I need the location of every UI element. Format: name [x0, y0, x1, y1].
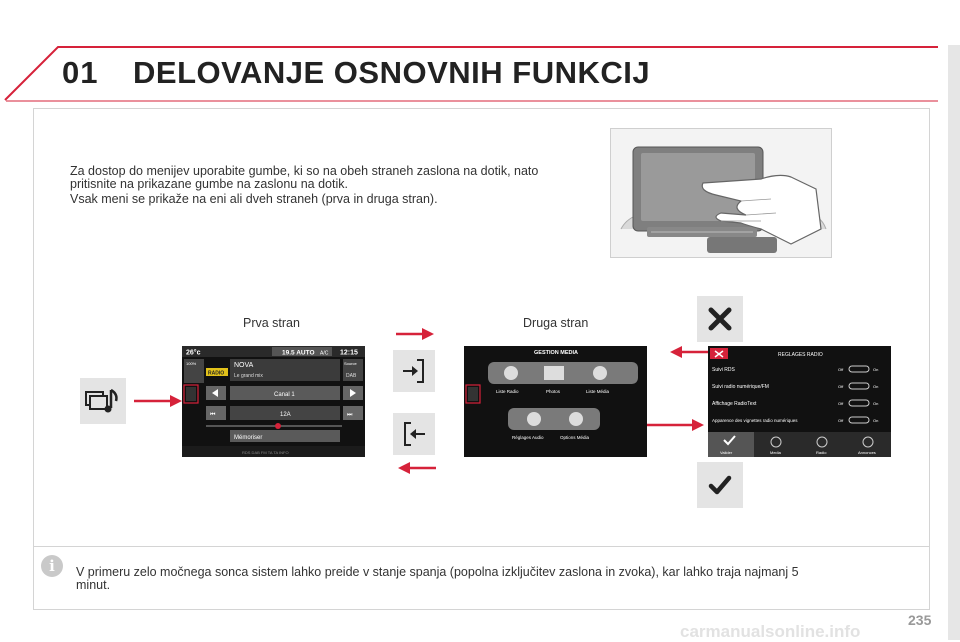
page-title: DELOVANJE OSNOVNIH FUNKCIJ [133, 55, 651, 90]
svg-text:Suivi RDS: Suivi RDS [712, 367, 735, 373]
svg-text:Affichage RadioText: Affichage RadioText [712, 401, 757, 407]
close-icon [697, 296, 743, 342]
info-icon: i [41, 555, 63, 577]
first-page-label: Prva stran [243, 316, 300, 330]
svg-text:100%: 100% [186, 361, 197, 366]
svg-text:12A: 12A [280, 412, 291, 418]
svg-text:19.5 AUTO: 19.5 AUTO [282, 349, 315, 357]
svg-text:On: On [873, 367, 879, 372]
svg-text:Off: Off [838, 418, 844, 423]
svg-text:Valider: Valider [720, 450, 733, 455]
svg-text:On: On [873, 384, 879, 389]
page-number: 235 [908, 612, 932, 628]
svg-text:Liste Radio: Liste Radio [496, 389, 519, 394]
svg-text:Source: Source [344, 361, 357, 366]
page-next-icon [393, 350, 435, 392]
second-page-label: Druga stran [523, 316, 589, 330]
svg-text:12:15: 12:15 [340, 349, 358, 357]
checkmark-icon [697, 462, 743, 508]
radio-screen [182, 346, 365, 457]
music-note-icon [80, 378, 126, 424]
svg-text:RADIO: RADIO [208, 370, 225, 377]
svg-text:Off: Off [838, 367, 844, 372]
side-bar [948, 45, 960, 640]
svg-text:Réglages Audio: Réglages Audio [512, 435, 544, 440]
arrow-prev-page [396, 460, 436, 476]
svg-text:Options Média: Options Média [560, 435, 590, 440]
svg-text:Apparence des vignettes radio: Apparence des vignettes radio numériques [712, 418, 798, 423]
svg-text:Liste Média: Liste Média [586, 389, 610, 394]
svg-text:DAB: DAB [346, 373, 357, 379]
arrow-next-page [396, 326, 436, 342]
svg-text:Mémoriser: Mémoriser [234, 435, 263, 441]
svg-text:⏭: ⏭ [347, 412, 353, 418]
arrow-to-check [646, 417, 706, 433]
svg-text:⏮: ⏮ [210, 412, 216, 418]
svg-text:Media: Media [770, 450, 781, 455]
svg-text:Off: Off [838, 401, 844, 406]
svg-text:Annonces: Annonces [858, 450, 876, 455]
svg-text:Canal 1: Canal 1 [274, 392, 295, 398]
svg-text:Off: Off [838, 384, 844, 389]
svg-text:NOVA: NOVA [234, 362, 254, 369]
svg-text:Radio: Radio [816, 450, 827, 455]
radio-settings-screen [708, 346, 891, 457]
intro-paragraph-2: Vsak meni se prikaže na eni ali dveh straneh (prva in druga stran). [70, 192, 438, 206]
svg-text:Suivi radio numérique/FM: Suivi radio numérique/FM [712, 384, 769, 390]
page-prev-icon [393, 413, 435, 455]
svg-text:GESTION MEDIA: GESTION MEDIA [534, 350, 579, 356]
svg-text:Photos: Photos [546, 389, 561, 394]
watermark: carmanualsonline.info [680, 622, 861, 641]
svg-text:RDS DAB FM TA TA INFO: RDS DAB FM TA TA INFO [242, 450, 289, 455]
svg-text:On: On [873, 418, 879, 423]
svg-text:26°c: 26°c [186, 349, 201, 357]
note-text: V primeru zelo močnega sonca sistem lahko preide v stanje spanja (popolna izključitev zaslona in zvoka), kar lahko traja najmanj 5 minut. [76, 565, 799, 592]
intro-paragraph-1: Za dostop do menijev uporabite gumbe, ki so na obeh straneh zaslona na dotik, nato pritisnite na prikazane gumbe na zaslonu na dotik. [70, 164, 539, 191]
svg-text:REGLAGES RADIO: REGLAGES RADIO [778, 352, 823, 358]
media-screen [464, 346, 647, 457]
dashboard-illustration [610, 128, 832, 258]
section-divider [33, 546, 930, 547]
chapter-number: 01 [62, 55, 99, 90]
svg-text:Le grand mix: Le grand mix [234, 373, 263, 379]
svg-text:On: On [873, 401, 879, 406]
svg-text:A/C: A/C [320, 350, 329, 357]
arrow-to-screen1 [134, 393, 184, 409]
